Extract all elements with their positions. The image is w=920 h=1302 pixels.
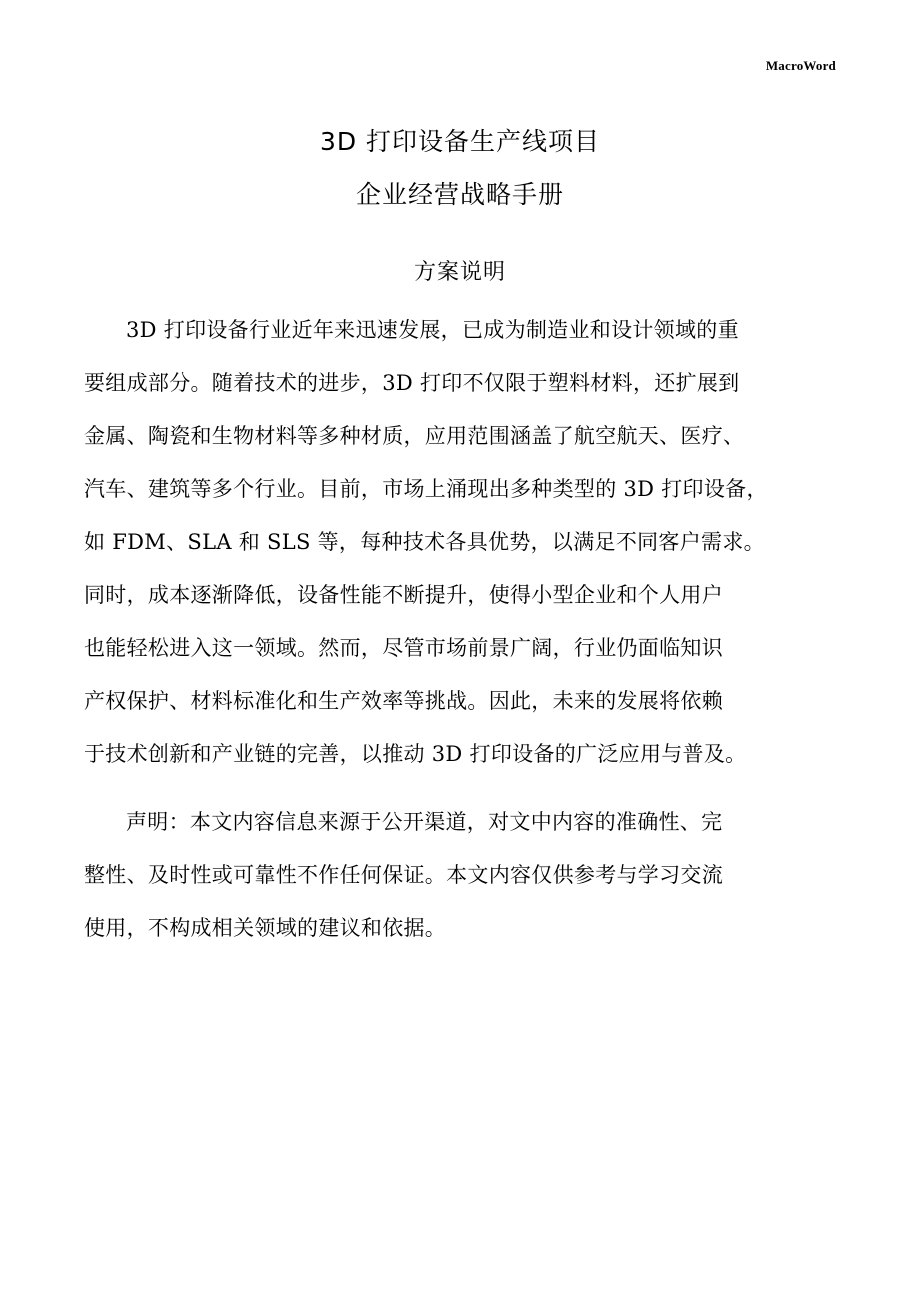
paragraph-line: 金属、陶瓷和生物材料等多种材质，应用范围涵盖了航空航天、医疗、: [84, 424, 745, 448]
paragraph-line: 同时，成本逐渐降低，设备性能不断提升，使得小型企业和个人用户: [84, 583, 723, 607]
paragraph-line: 也能轻松进入这一领域。然而，尽管市场前景广阔，行业仍面临知识: [84, 636, 723, 660]
section-heading: 方案说明: [413, 260, 506, 285]
paragraph-line: 要组成部分。随着技术的进步，3D 打印不仅限于塑料材料，还扩展到: [84, 371, 740, 395]
paragraph-line: 于技术创新和产业链的完善，以推动 3D 打印设备的广泛应用与普及。: [84, 742, 747, 766]
document-title-line-2: 企业经营战略手册: [355, 180, 564, 209]
paragraph-line: 如 FDM、SLA 和 SLS 等，每种技术各具优势，以满足不同客户需求。: [84, 530, 765, 554]
paragraph-line: 声明：本文内容信息来源于公开渠道，对文中内容的准确性、完: [126, 810, 723, 834]
document-title-line-1: 3D 打印设备生产线项目: [319, 127, 601, 156]
paragraph-line: 产权保护、材料标准化和生产效率等挑战。因此，未来的发展将依赖: [84, 689, 723, 713]
paragraph-line: 使用，不构成相关领域的建议和依据。: [84, 916, 447, 940]
paragraph-line: 3D 打印设备行业近年来迅速发展，已成为制造业和设计领域的重: [126, 318, 739, 342]
header-brand: MacroWord: [765, 58, 836, 73]
paragraph-line: 整性、及时性或可靠性不作任何保证。本文内容仅供参考与学习交流: [84, 863, 723, 887]
paragraph-line: 汽车、建筑等多个行业。目前，市场上涌现出多种类型的 3D 打印设备，: [84, 477, 768, 501]
